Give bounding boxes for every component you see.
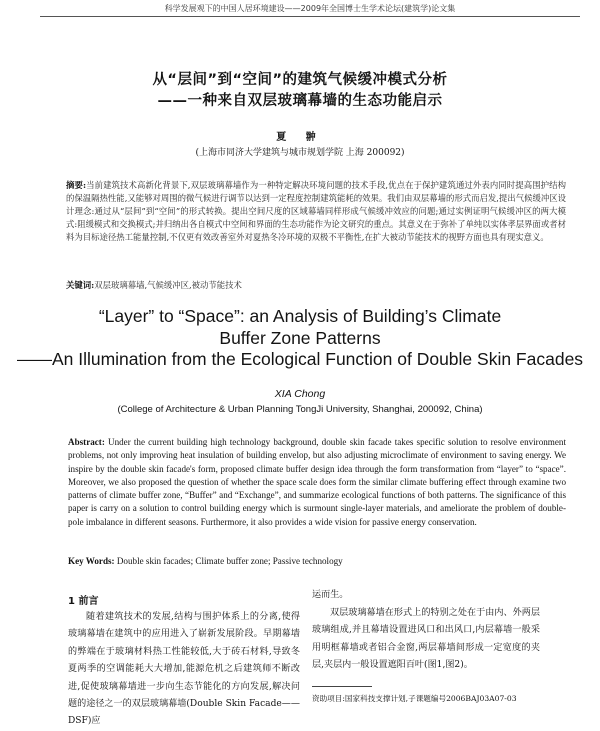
body-right-continuation: 运而生。 (312, 590, 349, 600)
footnote: 资助项目:国家科技支撑计划,子课题编号2006BAJ03A07-03 (312, 694, 517, 703)
chinese-title (0, 70, 600, 112)
english-abstract-label: Abstract: (68, 437, 105, 447)
section-heading-intro: 1 前言 (68, 596, 99, 607)
chinese-subtitle: ——一种来自双层玻璃幕墙的生态功能启示 (157, 93, 443, 109)
chinese-abstract (66, 179, 566, 244)
english-keywords (68, 556, 566, 566)
english-abstract (68, 436, 566, 529)
chinese-abstract-text: 当前建筑技术高新化背景下,双层玻璃幕墙作为一种特定解决环境问题的技术手段,优点在于保护建筑通过外表内同时提高围护结构的保温隔热性能,又能够对周围的微气候进行调节以达到一定程度控制建筑能耗的效果。我们由双层幕墙的形式而启发,提出气候缓冲区设计理念:通过从“层间”到“空间”的形式转换。提出空间尺度的区域幕墙同样形成气候缓冲效应的问题;通过实例证明气候缓冲区的两大模式:阻缓模式和交换模式;并归纳出各自模式中空间和界面的生态功能作为论文研究的重点。其意义在于弥补了单纯以实体孝层界面或者材料为目标途径热工能量控制,不仅更有效改善室外对夏热冬冷环境的双极不平衡性,在扩大被动节能技术的视野方面也具有现实意义。 (66, 180, 567, 243)
english-keywords-label: Key Words: (68, 556, 115, 566)
body-left-column: 随着建筑技术的发展,结构与围护体系上的分离,使得玻璃幕墙在建筑中的应用进入了崭新发展阶段。早期幕墙的弊端在于玻璃材料热工性能较低,大于砖石材料,导致冬夏两季的空调能耗大大增加,能源危机之后建筑师不断改进,促使玻璃幕墙进一步向生态节能化的方向发展,解决问题的途径之一的双层玻璃幕墙(Double Skin Facade——DSF)应 (68, 612, 300, 727)
english-title-line1: “Layer” to “Space”: an Analysis of Building’s Climate (98, 306, 502, 326)
english-title (0, 306, 600, 371)
english-author: XIA Chong (274, 388, 326, 400)
chinese-keywords-text: 双层玻璃幕墙,气候缓冲区,被动节能技术 (94, 280, 242, 290)
chinese-title-line1: 从“层间”到“空间”的建筑气候缓冲模式分析 (152, 72, 448, 88)
chinese-keywords (66, 279, 566, 291)
english-title-line2: Buffer Zone Patterns (219, 327, 381, 348)
running-header: 科学发展观下的中国人居环境建设——2009年全国博士生学术论坛(建筑学)论文集 (40, 3, 580, 17)
english-subtitle: ——An Illumination from the Ecological Function of Double Skin Facades (16, 349, 584, 369)
body-right-column: 双层玻璃幕墙在形式上的特别之处在于由内、外两层玻璃组成,并且幕墙设置进风口和出风口,内层幕墙一般采用明框幕墙或者铝合金窗,两层幕墙间形成一定宽度的夹层,夹层内一般设置遮阳百叶(图1,图2)。 (312, 608, 540, 671)
chinese-abstract-label: 摘要: (66, 180, 87, 190)
english-abstract-text: Under the current building high technology background, double skin facade takes specific solution to resolve environment problems, not only improving heat insulation of building envelop, but also adjusting microclimate of environment to saving energy. We inspire by the double skin facade's form, proposed climate buffer design idea through the form transformation from “layer” to “space”. Moreover, we also proposed the question of whether the space scale does form the similar climate buffering effect through examine two patterns of climate buffer zone, “Buffer” and “Exchange”, and summarize ecological functions of both patterns. The significance of this paper is carry on a solution to control building energy which is surmount single-layer materials, and ameliorate the problem of double-pole imbalance in different seasons. Furthermore, it also provides a wide vision for passive energy conservation. (68, 437, 566, 527)
english-affiliation: (College of Architecture & Urban Planning TongJi University, Shanghai, 200092, China) (117, 404, 483, 415)
chinese-keywords-label: 关键词: (66, 280, 95, 290)
chinese-author: 夏 翀 (276, 132, 324, 143)
english-keywords-text: Double skin facades; Climate buffer zone; Passive technology (116, 556, 343, 566)
chinese-affiliation: (上海市同济大学建筑与城市规划学院 上海 200092) (195, 148, 405, 158)
footnote-divider (312, 686, 372, 687)
